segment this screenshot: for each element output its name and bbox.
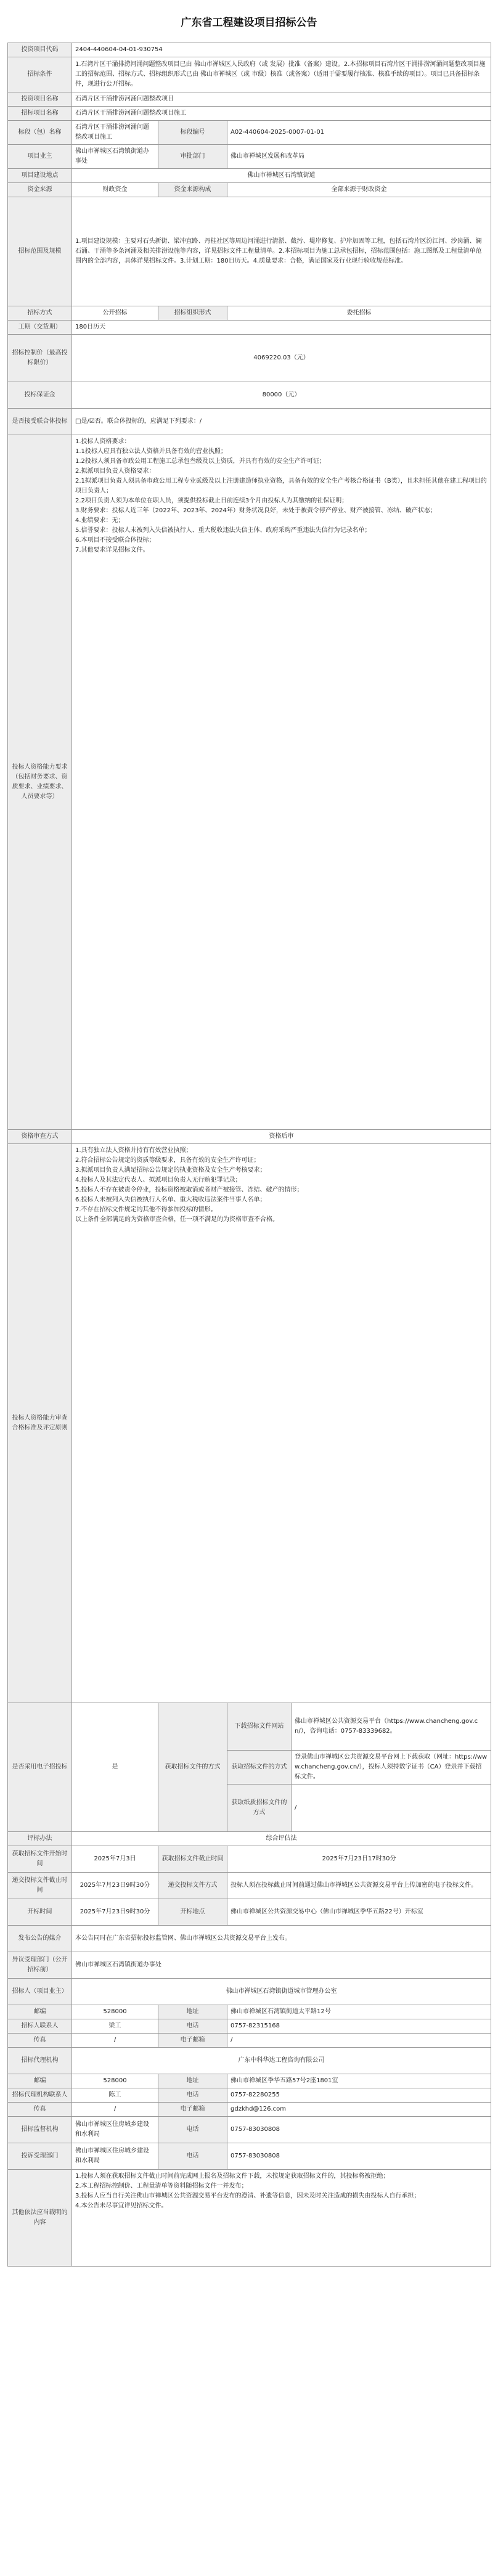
owner-person-label: 招标人联系人 <box>8 2019 72 2034</box>
evaluation-label: 评标办法 <box>8 1832 72 1846</box>
bid-name: 石湾片区干涌排涝河涌问题整改项目施工 <box>72 107 491 121</box>
owner-fax-label: 传真 <box>8 2034 72 2048</box>
electronic-value: 是 <box>72 1703 158 1832</box>
agent-unit-value: 广东中科华达工程咨询有限公司 <box>72 2048 491 2074</box>
owner-phone-value: 0757-82315168 <box>227 2019 491 2034</box>
qualification-line: 2.2项目负责人须为本单位在职人员，须提供投标截止日前连续3个月由投标人为其缴纳的社保证明； <box>75 497 348 504</box>
owner-postcode-value: 528000 <box>72 2005 158 2019</box>
method-label: 招标方式 <box>8 306 72 321</box>
project-code-label: 投资项目代码 <box>8 43 72 57</box>
capacity-cell <box>72 1144 491 1703</box>
open-value: 2025年7月23日9时30分 <box>72 1899 158 1926</box>
paper-doc-label: 获取纸质招标文件的方式 <box>227 1785 292 1832</box>
owner-email-label: 电子邮箱 <box>158 2034 227 2048</box>
owner-phone-label: 电话 <box>158 2019 227 2034</box>
objection-value: 佛山市禅城区石湾镇街道办事处 <box>72 1952 491 1979</box>
capacity-line: 4.投标人及其法定代表人、拟派项目负责人无行贿犯罪记录； <box>75 1177 242 1184</box>
duration-value: 180日历天 <box>72 321 491 335</box>
fund-value: 财政资金 <box>72 183 158 197</box>
owner-label: 项目业主 <box>8 145 72 169</box>
get-end-label: 获取招标文件截止时间 <box>158 1846 227 1873</box>
get-method-label: 获取招标文件的方式 <box>227 1751 292 1785</box>
location-label: 项目建设地点 <box>8 169 72 183</box>
agent-fax-value: / <box>72 2103 158 2117</box>
agent-email-value: gdzkhd@126.com <box>227 2103 491 2117</box>
get-start-label: 获取招标文件开始时间 <box>8 1846 72 1873</box>
capacity-line: 3.拟派项目负责人满足招标公告规定的执业资格及安全生产考核要求； <box>75 1167 266 1174</box>
qualification-line: 1.1投标人应具有独立法人资格并具备有效的营业执照； <box>75 448 227 455</box>
qualification-line: 2.拟派项目负责人资格要求： <box>75 468 155 475</box>
review-value: 资格后审 <box>72 1130 491 1144</box>
capacity-line: 2.符合招标公告规定的资质等级要求，具备有效的安全生产许可证； <box>75 1157 260 1164</box>
owner-value: 佛山市禅城区石湾镇街道办事处 <box>72 145 158 169</box>
agent-postcode-label: 邮编 <box>8 2074 72 2088</box>
supervision-dept2-value: 佛山市禅城区住房城乡建设和水利局 <box>72 2143 158 2170</box>
section-label: 标段（包）名称 <box>8 121 72 145</box>
project-code: 2404-440604-04-01-930754 <box>72 43 491 57</box>
section-code: A02-440604-2025-0007-01-01 <box>227 121 491 145</box>
capacity-label: 投标人资格能力审查合格标准及评定原则 <box>8 1144 72 1703</box>
qualification-line: 1.投标人资格要求： <box>75 438 131 445</box>
open-place-value: 佛山市禅城区公共资源交易中心（佛山市禅城区季华五路22号）开标室 <box>227 1899 491 1926</box>
agent-person-label: 招标代理机构联系人 <box>8 2088 72 2103</box>
owner-address-value: 佛山市禅城区石湾镇街道太平路12号 <box>227 2005 491 2019</box>
control-price-label: 招标控制价（最高投标限价） <box>8 335 72 382</box>
objection-label: 异议受理部门（公开招标前） <box>8 1952 72 1979</box>
qualification-label: 投标人资格能力要求（包括财务要求、资质要求、业绩要求、人员要求等） <box>8 435 72 1130</box>
open-label: 开标时间 <box>8 1899 72 1926</box>
qualification-line: 4.业绩要求：无； <box>75 517 124 524</box>
qualification-cell <box>72 435 491 1130</box>
capacity-line: 1.具有独立法人资格并持有有效营业执照； <box>75 1147 192 1154</box>
owner-fax-value: / <box>72 2034 158 2048</box>
other-line: 3.投标人应当自行关注佛山市禅城区公共资源交易平台发布的澄清、补遗等信息，因未及时关注造成的损失由投标人自行承担； <box>75 2193 420 2199</box>
scope-text: 1.项目建设规模：主要对石头新街、梁冲直路、丹桂社区等周边河涌进行清淤、截污、堤岸修复、护岸加固等工程，包括石湾片区汾江河、沙岗涌、澜石涌、干涌等多条河涌及相关排涝设施等内容，详见招标文件工程量清单。2.本招标项目为施工总承包招标，招标范围包括：施工图纸及工程量清单范围内的全部内容，具体详见招标文件。3.计划工期：180日历天。4.质量要求：合格，满足国家及行业现行验收规范标准。 <box>72 197 491 306</box>
get-start-value: 2025年7月3日 <box>72 1846 158 1873</box>
submit-place-value: 投标人须在投标截止时间前通过佛山市禅城区公共资源交易平台上传加密的电子投标文件。 <box>227 1873 491 1899</box>
capacity-line: 5.投标人不存在被责令停业，投标资格被取消或者财产被接管、冻结、破产的情形； <box>75 1187 303 1193</box>
paper-doc-text: / <box>292 1785 491 1832</box>
site-text: 佛山市禅城区公共资源交易平台（https://www.chancheng.gov.cn/），咨询电话：0757-83339682。 <box>292 1703 491 1751</box>
location-value: 佛山市禅城区石湾镇街道 <box>72 169 491 183</box>
owner-address-label: 地址 <box>158 2005 227 2019</box>
owner-person-value: 梁工 <box>72 2019 158 2034</box>
other-line: 2.本工程招标控制价、工程量清单等资料随招标文件一并发布； <box>75 2183 248 2190</box>
fund-label: 资金来源 <box>8 183 72 197</box>
other-line: 4.本公告未尽事宜详见招标文件。 <box>75 2202 168 2209</box>
evaluation-value: 综合评估法 <box>72 1832 491 1846</box>
owner-unit-label: 招标人（项目业主） <box>8 1979 72 2005</box>
notice-page <box>7 0 491 2279</box>
capacity-line: 7.不存在招标文件规定的其他不得参加投标的情形。 <box>75 1206 217 1213</box>
owner-email-value: / <box>227 2034 491 2048</box>
media-label: 发布公告的媒介 <box>8 1926 72 1952</box>
agent-person-value: 陈工 <box>72 2088 158 2103</box>
agent-phone-label: 电话 <box>158 2088 227 2103</box>
other-label: 其他依法应当载明的内容 <box>8 2170 72 2267</box>
open-place-label: 开标地点 <box>158 1899 227 1926</box>
supervision-phone1-value: 0757-83030808 <box>227 2117 491 2143</box>
approval-value: 佛山市禅城区发展和改革局 <box>227 145 491 169</box>
submit-end-value: 2025年7月23日9时30分 <box>72 1873 158 1899</box>
bid-name-label: 招标项目名称 <box>8 107 72 121</box>
owner-postcode-label: 邮编 <box>8 2005 72 2019</box>
project-name-label: 投资项目名称 <box>8 92 72 107</box>
supervision-phone2-label: 电话 <box>158 2143 227 2170</box>
capacity-line: 6.投标人未被列入失信被执行人名单、重大税收违法案件当事人名单； <box>75 1196 266 1203</box>
agent-address-value: 佛山市禅城区季华五路57号2座1801室 <box>227 2074 491 2088</box>
other-cell <box>72 2170 491 2267</box>
scope-label: 招标范围及规模 <box>8 197 72 306</box>
deposit-label: 投标保证金 <box>8 382 72 409</box>
deposit-value: 80000（元） <box>72 382 491 409</box>
agent-postcode-value: 528000 <box>72 2074 158 2088</box>
agent-fax-label: 传真 <box>8 2103 72 2117</box>
section-name: 石湾片区干涌排涝河涌问题整改项目施工 <box>72 121 158 145</box>
qualification-line: 1.2投标人须具备市政公用工程施工总承包叁级及以上资质，并具有有效的安全生产许可证； <box>75 458 325 465</box>
conditions-label: 招标条件 <box>8 57 72 92</box>
control-price-value: 4069220.03（元） <box>72 335 491 382</box>
other-line: 1.投标人须在获取招标文件截止时间前完成网上报名及招标文件下载，未按规定获取招标文件的，其投标将被拒绝； <box>75 2173 390 2180</box>
site-label: 下载招标文件网站 <box>227 1703 292 1751</box>
approval-label: 审批部门 <box>158 145 227 169</box>
section-code-label: 标段编号 <box>158 121 227 145</box>
qualification-line: 7.其他要求详见招标文件。 <box>75 547 149 554</box>
org-label: 招标组织形式 <box>158 306 227 321</box>
get-end-value: 2025年7月23日17时30分 <box>227 1846 491 1873</box>
qualification-line: 5.信誉要求：投标人未被列入失信被执行人、重大税收违法失信主体、政府采购严重违法失信行为记录名单； <box>75 527 371 534</box>
page-title: 广东省工程建设项目招标公告 <box>181 17 317 29</box>
supervision-phone1-label: 电话 <box>158 2117 227 2143</box>
media-value: 本公告同时在广东省招标投标监管网、佛山市禅城区公共资源交易平台上发布。 <box>72 1926 491 1952</box>
submit-place-label: 递交投标文件方式 <box>158 1873 227 1899</box>
submit-end-label: 递交投标文件截止时间 <box>8 1873 72 1899</box>
supervision-dept1-label: 招标监督机构 <box>8 2117 72 2143</box>
capacity-line: 以上条件全部满足的为资格审查合格，任一项不满足的为资格审查不合格。 <box>75 1216 279 1223</box>
agent-phone-value: 0757-82280255 <box>227 2088 491 2103</box>
electronic-label: 是否采用电子招投标 <box>8 1703 72 1832</box>
joint-value: □是/☑否。联合体投标的，应满足下列要求：/ <box>72 409 491 435</box>
supervision-dept1-value: 佛山市禅城区住房城乡建设和水利局 <box>72 2117 158 2143</box>
qualification-line: 2.1拟派项目负责人须具备市政公用工程专业贰级及以上注册建造师执业资格，具备有效的安全生产考核合格证书（B类），且未担任其他在建工程项目的项目负责人； <box>75 478 487 494</box>
notice-table <box>7 43 491 2267</box>
qualification-line: 3.财务要求：投标人近三年（2022年、2023年、2024年）财务状况良好，未处于被责令停产停业、财产被接管、冻结、破产状态； <box>75 507 436 514</box>
supervision-phone2-value: 0757-83030808 <box>227 2143 491 2170</box>
agent-unit-label: 招标代理机构 <box>8 2048 72 2074</box>
joint-label: 是否接受联合体投标 <box>8 409 72 435</box>
get-method-text: 登录佛山市禅城区公共资源交易平台网上下载获取（网址：https://www.chancheng.gov.cn/），投标人须持数字证书（CA）登录并下载招标文件。 <box>292 1751 491 1785</box>
get-doc-label: 获取招标文件的方式 <box>158 1703 227 1832</box>
qualification-line: 6.本项目不接受联合体投标； <box>75 537 155 544</box>
conditions-text: 1.石湾片区干涌排涝河涌问题整改项目已由 佛山市禅城区人民政府（或 发展）批准（备案）建设。2.本招标项目石湾片区干涌排涝河涌问题整改项目施工的招标范围、招标方式、招标组织形式已由 佛山市禅城区（或 市级）核准（或备案）（适用于需要履行核准、核准手续的项目）。项目已具备招标条件，现进行公开招标。 <box>72 57 491 92</box>
org-value: 委托招标 <box>227 306 491 321</box>
duration-label: 工期（交货期） <box>8 321 72 335</box>
fund-ratio-label: 资金来源构成 <box>158 183 227 197</box>
fund-ratio-value: 全部来源于财政资金 <box>227 183 491 197</box>
agent-email-label: 电子邮箱 <box>158 2103 227 2117</box>
project-name: 石湾片区干涌排涝河涌问题整改项目 <box>72 92 491 107</box>
supervision-dept2-label: 投诉受理部门 <box>8 2143 72 2170</box>
agent-address-label: 地址 <box>158 2074 227 2088</box>
owner-unit-value: 佛山市禅城区石湾镇街道城市管理办公室 <box>72 1979 491 2005</box>
review-label: 资格审查方式 <box>8 1130 72 1144</box>
method-value: 公开招标 <box>72 306 158 321</box>
